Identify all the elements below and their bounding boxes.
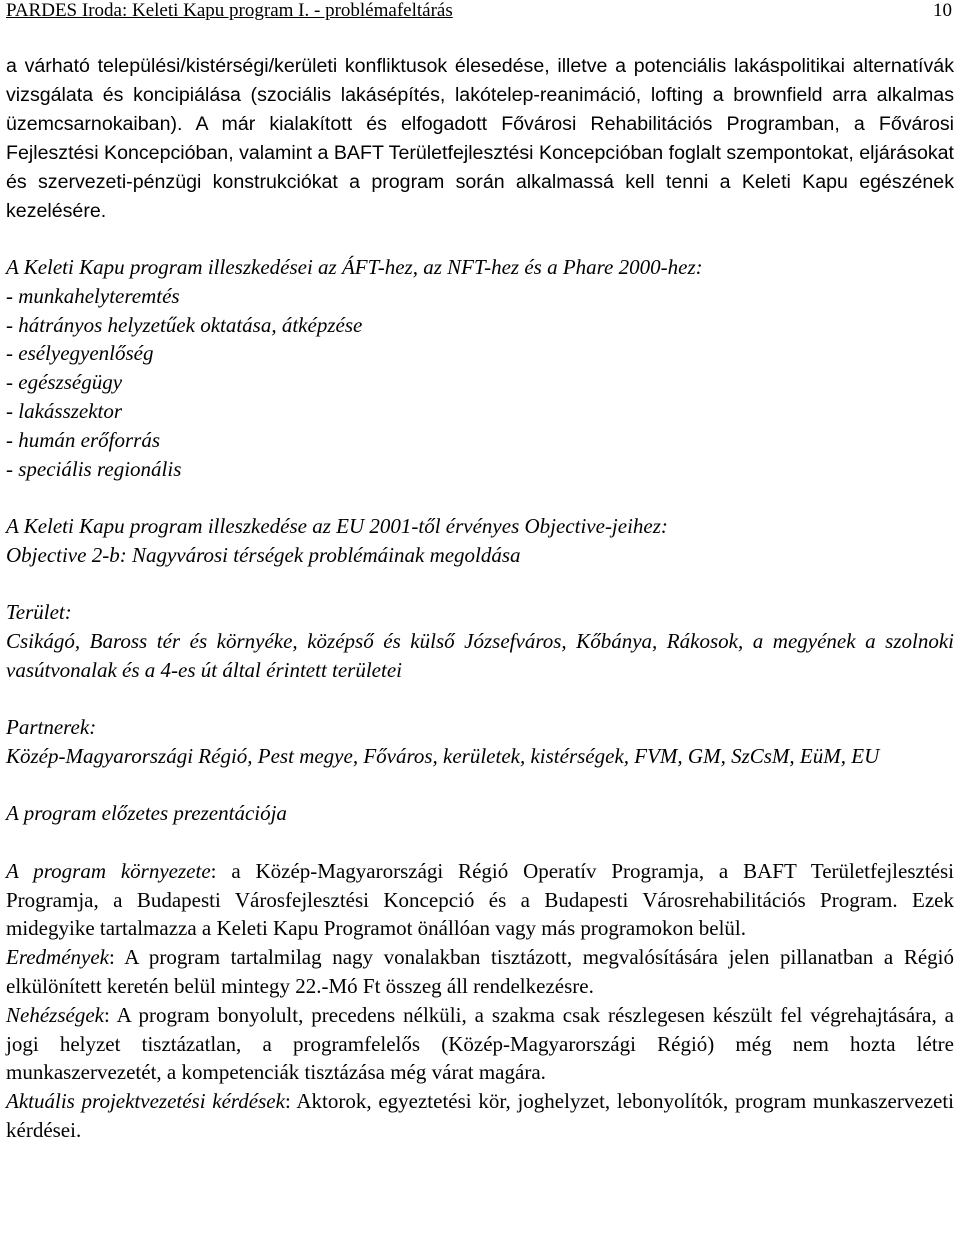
results-text: : A program tartalmilag nagy vonalakban tisztázott, megvalósítására jelen pillanatban a Régió elkülönített keretén belül mintegy 22.-Mó Ft összeg áll rendelkezésre. (6, 945, 954, 998)
list-item: - egészségügy (6, 370, 123, 395)
results-paragraph (6, 943, 954, 1001)
eu-objective: Objective 2-b: Nagyvárosi térségek problémáinak megoldása (6, 542, 521, 567)
environment-text: : a Közép-Magyarországi Régió Operatív Programja, a BAFT Területfejlesztési Programja, a Budapesti Városfejlesztési Koncepció és a Budapesti Városrehabilitációs Program. Ezek midegyike tartalmazza a Keleti Kapu Programot önállóan vagy más programokon belül. (6, 858, 954, 941)
list-item: - lakásszektor (6, 398, 123, 423)
fit-heading: A Keleti Kapu program illeszkedései az ÁFT-hez, az NFT-hez és a Phare 2000-hez: (6, 255, 703, 279)
difficulties-label: Nehézségek (6, 1002, 104, 1027)
environment-paragraph (6, 857, 954, 943)
difficulties-paragraph (6, 1001, 954, 1087)
results-label: Eredmények (6, 945, 109, 970)
list-item: - hátrányos helyzetűek oktatása, átképzése (6, 312, 363, 337)
fit-list (6, 282, 954, 484)
eu-heading: A Keleti Kapu program illeszkedése az EU 2001-től érvényes Objective-jeihez: (6, 513, 668, 538)
partners-text: Közép-Magyarországi Régió, Pest megye, Főváros, kerületek, kistérségek, FVM, GM, SzCsM, EüM, EU (6, 743, 880, 768)
list-item: - esélyegyenlőség (6, 341, 154, 366)
partners-section (6, 713, 954, 771)
current-questions-text: : Aktorok, egyeztetési kör, joghelyzet, lebonyolítók, program munkaszervezeti kérdései. (6, 1089, 954, 1142)
current-questions-paragraph (6, 1087, 954, 1145)
difficulties-text: : A program bonyolult, precedens nélküli, a szakma csak részlegesen készült fel végrehajtására, a jogi helyzet tisztázatlan, a programfelelős (Közép-Magyarországi Régió) még nem hozta létre munkaszervezetét, a kompetenciák tisztázása még várat magára. (6, 1002, 954, 1085)
list-item: - munkahelyteremtés (6, 283, 180, 308)
intro-paragraph: a várható települési/kistérségi/kerületi konfliktusok élesedése, illetve a potenciális lakáspolitikai alternatívák vizsgálata és koncipiálása (szociális lakásépítés, lakótelep-reanimáció, lofting a brownfield arra alkalmas üzemcsarnokaiban). A már kialakított és elfogadott Fővárosi Rehabilitációs Programban, a Fővárosi Fejlesztési Koncepcióban, valamint a BAFT Területfejlesztési Koncepcióban foglalt szempontokat, eljárásokat és szervezeti-pénzügi konstrukciókat a program során alkalmassá kell tenni a Keleti Kapu egészének kezelésére. (6, 55, 954, 222)
area-text: Csikágó, Baross tér és környéke, középső és külső Józsefváros, Kőbánya, Rákosok, a megyének a szolnoki vasútvonalak és a 4-es út által érintett területei (6, 628, 954, 682)
current-questions-label: Aktuális projektvezetési kérdések (6, 1089, 285, 1114)
area-label: Terület: (6, 600, 72, 625)
eu-section (6, 512, 954, 570)
page-header (6, 0, 954, 22)
list-item: - speciális regionális (6, 456, 182, 481)
presentation-heading: A program előzetes prezentációja (6, 801, 287, 826)
partners-label: Partnerek: (6, 715, 97, 740)
environment-label: A program környezete (6, 858, 211, 883)
area-section (6, 598, 954, 684)
fit-section (6, 253, 954, 483)
list-item: - humán erőforrás (6, 427, 161, 452)
header-title: PARDES Iroda: Keleti Kapu program I. - problémafeltárás (6, 0, 453, 21)
page-number: 10 (933, 0, 952, 21)
